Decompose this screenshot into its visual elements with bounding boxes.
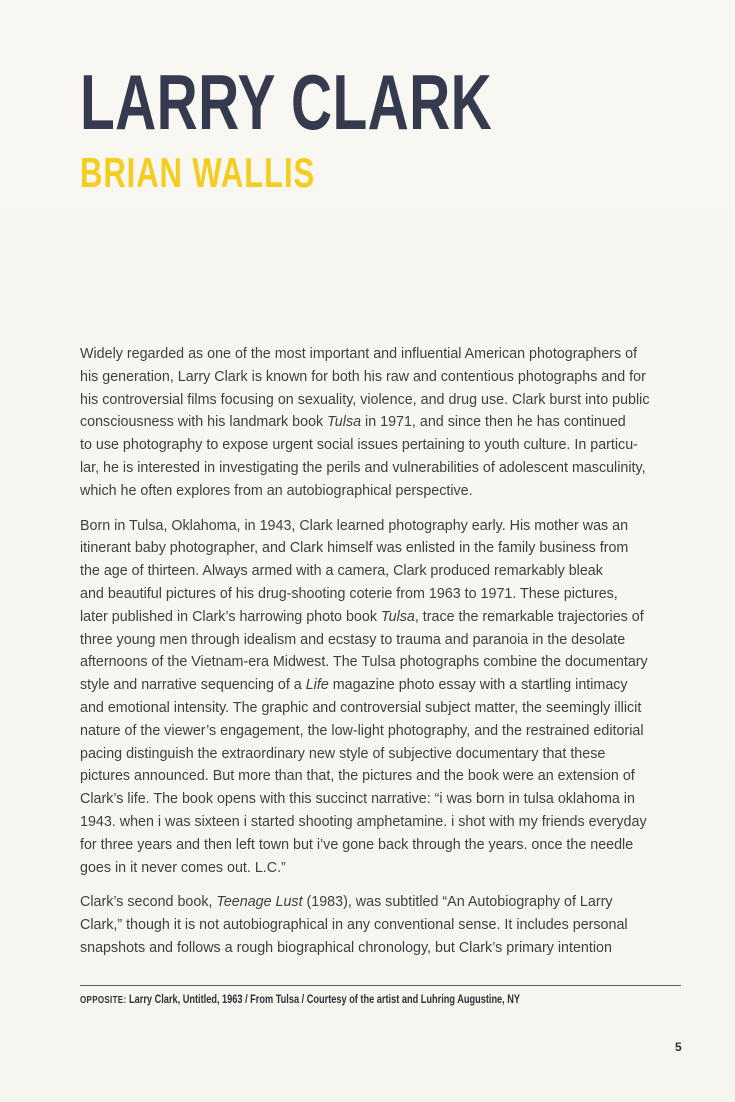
line-text: magazine photo essay with a startling intimacy [328,677,628,694]
body-line: his controversial films focusing on sexuality, violence, and drug use. Clark burst into public [80,391,650,408]
body-paragraph [80,891,690,959]
book-title: Life [305,677,329,694]
body-line [80,606,690,629]
body-line: and beautiful pictures of his drug-shooting coterie from 1963 to 1971. These pictures, [80,585,618,602]
line-text: style and narrative sequencing of a [80,677,306,694]
body-line: itinerant baby photographer, and Clark himself was enlisted in the family business from [80,540,629,557]
body-line: Clark,” though it is not autobiographical in any conventional sense. It includes personal [80,917,628,934]
body-line: for three years and then left town but i’ve gone back through the years. once the needle [80,836,634,853]
author-name: BRIAN WALLIS [80,149,316,196]
page-title: LARRY CLARK [80,58,493,146]
body-line: which he often explores from an autobiographical perspective. [80,482,473,499]
body-line: Clark’s life. The book opens with this succinct narrative: “i was born in tulsa oklahoma in [80,791,635,808]
body-line: goes in it never comes out. L.C.” [80,859,286,876]
body-line: the age of thirteen. Always armed with a camera, Clark produced remarkably bleak [80,563,603,580]
body-line [80,674,690,697]
essay-body [80,343,690,972]
line-text: Clark’s second book, [80,894,217,911]
line-text: later published in Clark’s harrowing photo book [80,608,381,625]
caption-divider [80,985,681,986]
body-paragraph [80,343,690,503]
body-line: pictures announced. But more than that, the pictures and the book were an extension of [80,768,635,785]
body-line: Widely regarded as one of the most important and influential American photographers of [80,346,638,362]
line-text: , trace the remarkable trajectories of [414,608,644,625]
body-line: snapshots and follows a rough biographical chronology, but Clark’s primary intention [80,939,612,956]
body-line [80,411,690,434]
book-title: Tulsa [327,414,362,431]
line-text: consciousness with his landmark book [80,414,328,431]
book-title: Teenage Lust [216,894,303,911]
body-line: and emotional intensity. The graphic and controversial subject matter, the seemingly illicit [80,699,642,716]
body-line: to use photography to expose urgent social issues pertaining to youth culture. In particu- [80,437,638,454]
body-line: pacing distinguish the extraordinary new style of subjective documentary that these [80,745,606,762]
page-number: 5 [675,1040,682,1054]
book-title: Tulsa [380,608,415,625]
body-line: his generation, Larry Clark is known for both his raw and contentious photographs and for [80,368,646,385]
body-line: Born in Tulsa, Oklahoma, in 1943, Clark learned photography early. His mother was an [80,517,629,534]
caption-text: Larry Clark, Untitled, 1963 / From Tulsa / Courtesy of the artist and Luhring Augustine, NY [126,994,521,1006]
line-text: (1983), was subtitled “An Autobiography of Larry [302,894,613,911]
photo-caption [80,994,520,1006]
body-line: 1943. when i was sixteen i started shooting amphetamine. i shot with my friends everyday [80,813,647,830]
body-line: afternoons of the Vietnam-era Midwest. The Tulsa photographs combine the documentary [80,654,648,671]
line-text: in 1971, and since then he has continued [361,414,626,431]
body-line: three young men through idealism and ecstasy to trauma and paranoia in the desolate [80,631,626,648]
body-paragraph [80,515,690,880]
caption-lead: OPPOSITE: [80,995,127,1006]
body-line [80,891,690,914]
body-line: nature of the viewer’s engagement, the low-light photography, and the restrained editorial [80,722,644,739]
body-line: lar, he is interested in investigating the perils and vulnerabilities of adolescent masculinity, [80,459,646,476]
